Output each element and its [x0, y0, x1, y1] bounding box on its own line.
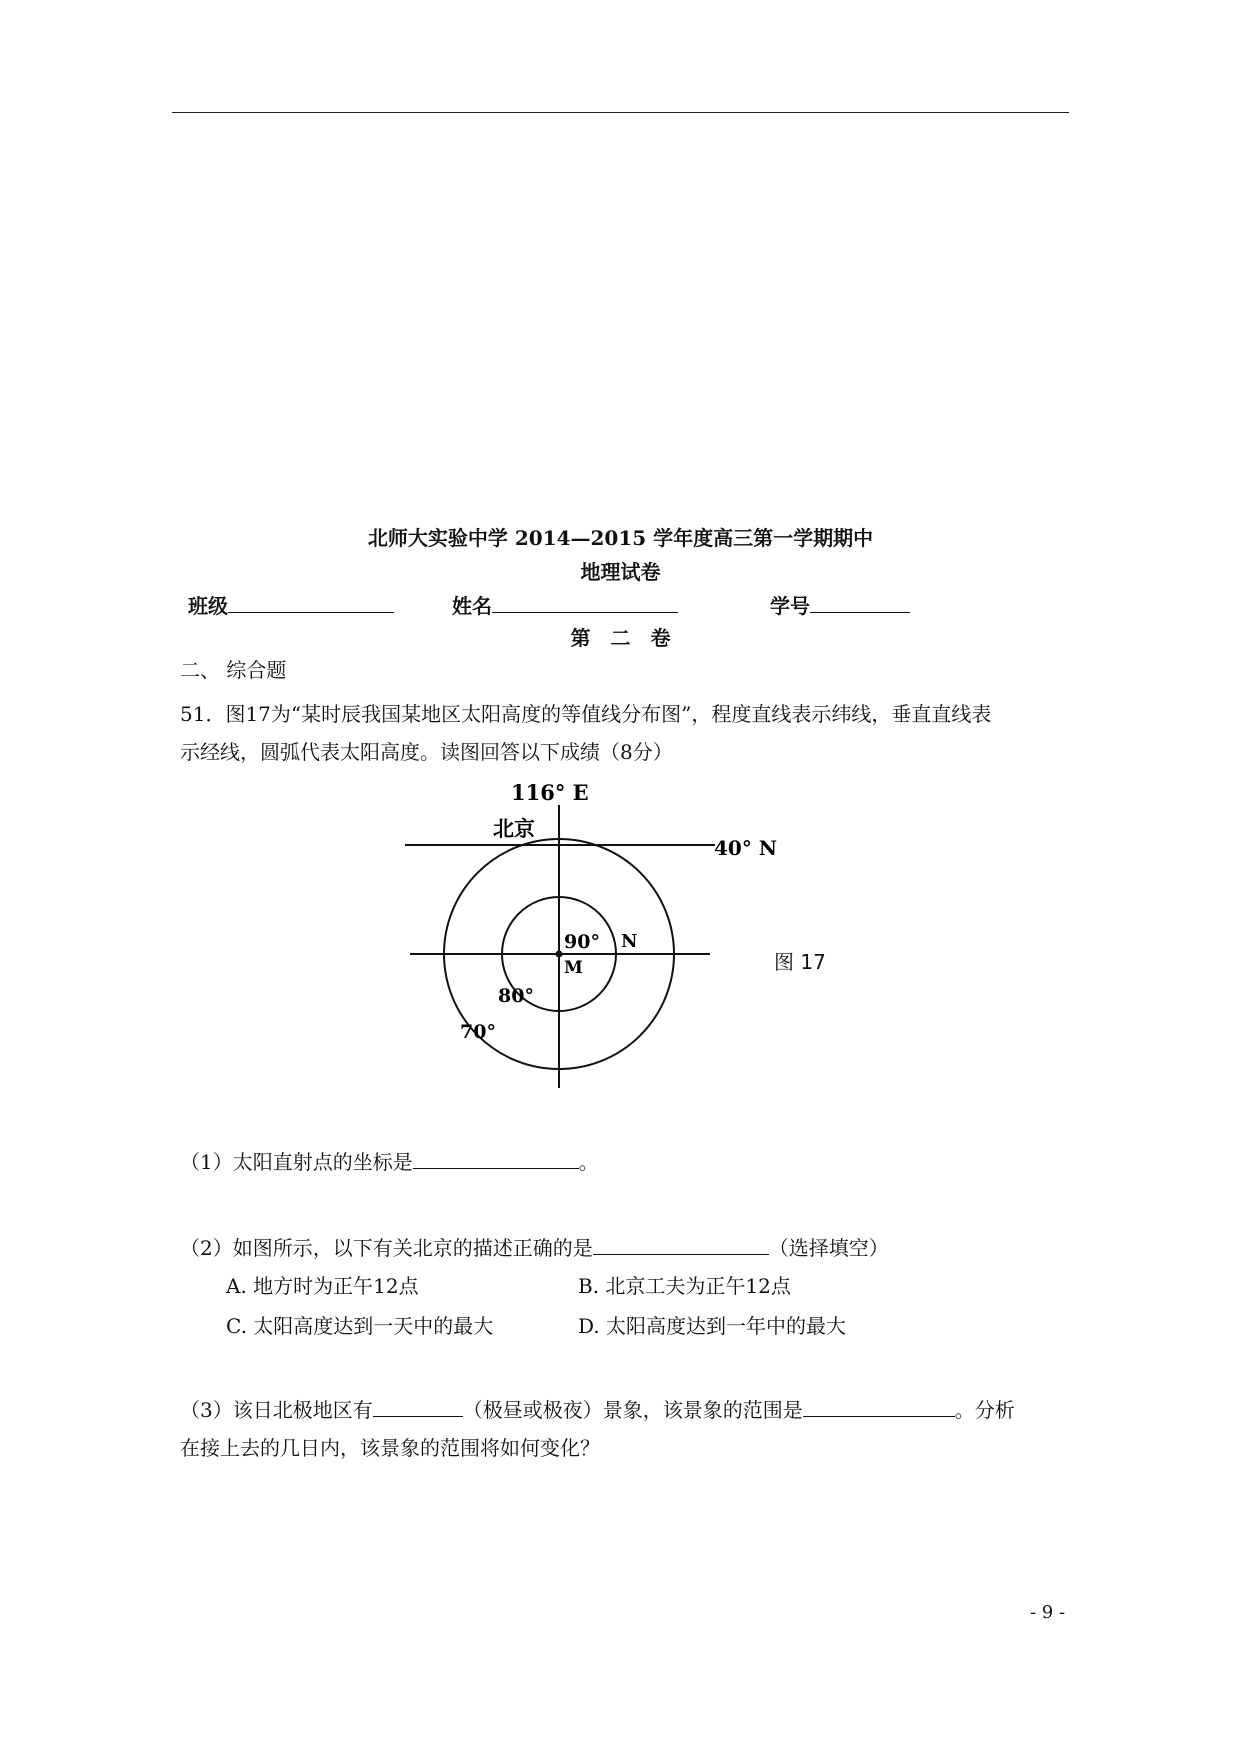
label-parallel: 40° N [714, 836, 778, 860]
id-blank[interactable] [810, 594, 910, 613]
q3-line2: 在接上去的几日内，该景象的范围将如何变化？ [180, 1436, 600, 1460]
q2-line [180, 1228, 889, 1268]
q3-text: （3）该日北极地区有 [180, 1398, 373, 1422]
q3-line1 [180, 1390, 1015, 1430]
q2-blank[interactable] [593, 1236, 769, 1255]
label-mid: 80° [498, 985, 534, 1007]
label-point-n: N [621, 931, 638, 952]
q1-line [180, 1142, 599, 1182]
class-field [188, 590, 394, 619]
q3-blank-1[interactable] [373, 1398, 463, 1417]
header-rule [172, 112, 1069, 113]
label-meridian: 116° E [511, 780, 589, 805]
name-blank[interactable] [492, 594, 678, 613]
label-outer: 70° [460, 1021, 496, 1043]
q3-end: 。分析 [954, 1398, 1015, 1422]
q3-mid: （极昼或极夜）景象，该景象的范围是 [462, 1398, 803, 1422]
section-heading: 二、 综合题 [180, 658, 287, 682]
q2-text: （2）如图所示，以下有关北京的描述正确的是 [180, 1236, 593, 1260]
q1-blank[interactable] [413, 1150, 579, 1169]
page-number: - 9 - [1030, 1602, 1066, 1623]
point-m-dot [556, 951, 563, 958]
name-label: 姓名 [452, 594, 492, 618]
question-stem-line2: 示经线，圆弧代表太阳高度。读图回答以下成绩（8分） [180, 740, 673, 764]
question-stem-line1: 51．图17为“某时辰我国某地区太阳高度的等值线分布图”，程度直线表示纬线，垂直直线表 [180, 702, 992, 726]
option-a: A. 地方时为正午12点 [226, 1274, 419, 1298]
q2-end: （选择填空） [768, 1236, 889, 1260]
option-c: C. 太阳高度达到一天中的最大 [226, 1314, 494, 1338]
label-inner: 90° [564, 931, 600, 953]
q3-blank-2[interactable] [803, 1398, 955, 1417]
q1-end: 。 [578, 1150, 599, 1174]
figure-caption: 图 17 [774, 950, 826, 974]
id-field [770, 590, 910, 619]
class-label: 班级 [188, 594, 228, 618]
class-blank[interactable] [228, 594, 394, 613]
option-d: D. 太阳高度达到一年中的最大 [578, 1314, 847, 1338]
option-b: B. 北京工夫为正午12点 [578, 1274, 791, 1298]
exam-subtitle: 地理试卷 [580, 560, 661, 584]
figure-17-diagram [380, 770, 840, 1100]
name-field [452, 590, 678, 619]
exam-title: 北师大实验中学 2014—2015 学年度高三第一学期期中 [367, 526, 874, 550]
label-city: 北京 [493, 817, 535, 841]
label-point-m: M [564, 958, 583, 978]
id-label: 学号 [770, 594, 810, 618]
volume-heading: 第 二 卷 [570, 626, 671, 650]
q1-text: （1）太阳直射点的坐标是 [180, 1150, 413, 1174]
